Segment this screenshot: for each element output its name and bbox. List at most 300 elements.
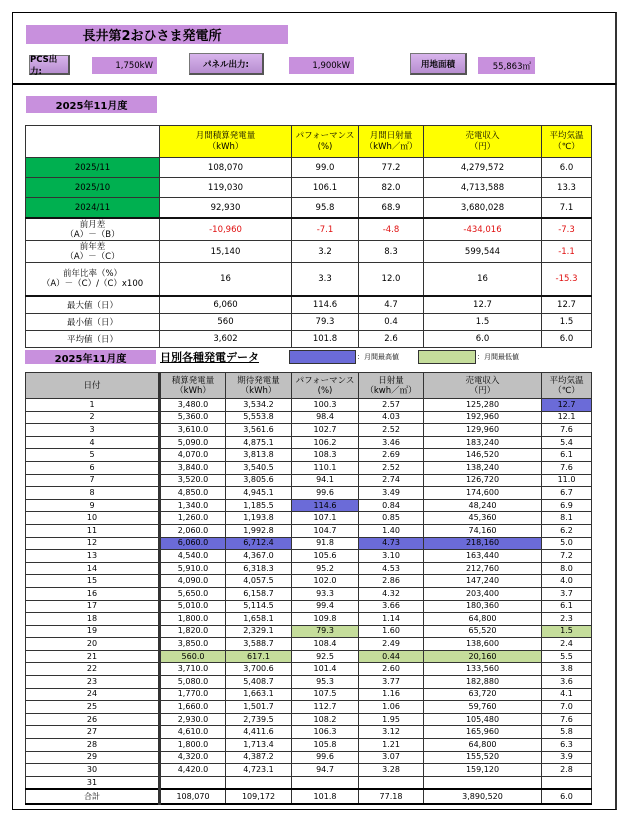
- daily-day-cell: 26: [26, 713, 160, 726]
- diff-label-line1: 前月差: [79, 219, 106, 230]
- daily-row: [26, 411, 592, 424]
- summary-cell: 92,930: [160, 198, 292, 219]
- summary-cell: 99.0: [292, 158, 359, 178]
- daily-day-cell: 23: [26, 676, 160, 689]
- daily-col-header: [542, 373, 592, 399]
- diff-label-line1: 前年差: [79, 241, 106, 252]
- daily-row: [26, 650, 592, 663]
- daily-cell: 4,610.0: [160, 726, 226, 739]
- daily-cell: 108.3: [292, 449, 359, 462]
- daily-cell: 133,560: [424, 663, 542, 676]
- summary-stat-row: [26, 314, 592, 331]
- summary-diff-cell: 3.2: [292, 241, 359, 263]
- daily-cell: 2.74: [359, 474, 424, 487]
- daily-cell: 5,080.0: [160, 676, 226, 689]
- summary-stat-label: 最小値（日）: [26, 314, 160, 331]
- diff-label-line1: 前年比率（%）: [62, 269, 123, 279]
- daily-day-cell: 10: [26, 512, 160, 525]
- daily-row: [26, 764, 592, 777]
- daily-cell: 6,158.7: [226, 587, 292, 600]
- summary-diff-cell: -4.8: [359, 218, 424, 241]
- daily-total-cell: 108,070: [160, 789, 226, 804]
- daily-cell: 3.9: [542, 751, 592, 764]
- daily-cell: 2.49: [359, 638, 424, 651]
- daily-cell: 1.14: [359, 613, 424, 626]
- daily-cell: 1,663.1: [226, 688, 292, 701]
- summary-stat-cell: 114.6: [292, 296, 359, 314]
- daily-cell: 4,070.0: [160, 449, 226, 462]
- col-name: パフォーマンス: [295, 130, 355, 141]
- daily-cell: 65,520: [424, 625, 542, 638]
- daily-cell: 4,057.5: [226, 575, 292, 588]
- summary-cell: 77.2: [359, 158, 424, 178]
- daily-cell: 138,240: [424, 461, 542, 474]
- daily-cell: 8.0: [542, 562, 592, 575]
- daily-cell: 0.44: [359, 650, 424, 663]
- daily-cell: 106.3: [292, 726, 359, 739]
- land-area-value: 55,863㎡: [478, 57, 535, 74]
- col-name: 積算発電量: [171, 375, 215, 386]
- summary-col-header: [359, 126, 424, 158]
- summary-stat-cell: 3,602: [160, 331, 292, 348]
- summary-diff-cell: 8.3: [359, 241, 424, 263]
- daily-total-cell: 109,172: [226, 789, 292, 804]
- daily-cell: 1,658.1: [226, 613, 292, 626]
- daily-total-label: 合計: [26, 789, 160, 804]
- daily-cell: 102.0: [292, 575, 359, 588]
- daily-cell: 1.40: [359, 524, 424, 537]
- summary-cell: 13.3: [542, 178, 592, 198]
- diff-label-line2: （A）－（C）: [65, 251, 120, 262]
- summary-cell: 108,070: [160, 158, 292, 178]
- daily-cell: 4,540.0: [160, 550, 226, 563]
- diff-label-line2: （A）－（B）: [65, 229, 120, 240]
- summary-stat-cell: 0.4: [359, 314, 424, 331]
- daily-day-cell: 31: [26, 776, 160, 789]
- daily-cell: 2,060.0: [160, 524, 226, 537]
- daily-cell: 7.6: [542, 424, 592, 437]
- daily-cell: 105.8: [292, 739, 359, 752]
- summary-header-row: [26, 126, 592, 158]
- panel-output-button[interactable]: パネル出力:: [189, 53, 264, 75]
- daily-cell: 6.1: [542, 600, 592, 613]
- daily-day-cell: 15: [26, 575, 160, 588]
- daily-row: [26, 537, 592, 550]
- daily-cell: 3.77: [359, 676, 424, 689]
- daily-day-cell: 13: [26, 550, 160, 563]
- daily-cell: 2.52: [359, 461, 424, 474]
- daily-cell: 1,770.0: [160, 688, 226, 701]
- col-unit: （kWh）: [240, 385, 277, 396]
- daily-cell: 1,660.0: [160, 701, 226, 714]
- summary-diff-cell: -7.1: [292, 218, 359, 241]
- daily-day-cell: 24: [26, 688, 160, 701]
- pcs-output-value: 1,750kW: [92, 57, 157, 74]
- summary-col-header: [424, 126, 542, 158]
- daily-row: [26, 600, 592, 613]
- legend-min-swatch: [418, 350, 476, 364]
- col-unit: (%): [317, 141, 333, 152]
- summary-cell: 3,680,028: [424, 198, 542, 219]
- summary-cell: 6.0: [542, 158, 592, 178]
- daily-cell: 5,360.0: [160, 411, 226, 424]
- daily-cell: 6,318.3: [226, 562, 292, 575]
- daily-cell: 3.46: [359, 436, 424, 449]
- daily-cell: 108.4: [292, 638, 359, 651]
- summary-stat-label: 最大値（日）: [26, 296, 160, 314]
- daily-period-label: 2025年11月度: [25, 350, 156, 364]
- daily-cell: 2.52: [359, 424, 424, 437]
- col-name: 期待発電量: [237, 375, 280, 386]
- summary-diff-cell: 16: [160, 263, 292, 297]
- daily-cell: 3.12: [359, 726, 424, 739]
- daily-row: [26, 739, 592, 752]
- daily-cell: 7.0: [542, 701, 592, 714]
- daily-cell: 99.4: [292, 600, 359, 613]
- daily-cell: 125,280: [424, 399, 542, 412]
- daily-row: [26, 638, 592, 651]
- summary-stat-cell: 1.5: [424, 314, 542, 331]
- col-unit: （kWh）: [207, 141, 244, 152]
- daily-day-cell: 18: [26, 613, 160, 626]
- summary-diff-row: [26, 263, 592, 297]
- daily-cell: 1.06: [359, 701, 424, 714]
- daily-cell: 3,540.5: [226, 461, 292, 474]
- daily-cell: 163,440: [424, 550, 542, 563]
- daily-row: [26, 701, 592, 714]
- daily-data-table: [25, 372, 592, 805]
- daily-day-cell: 1: [26, 399, 160, 412]
- daily-cell: 99.6: [292, 487, 359, 500]
- daily-cell: 5,010.0: [160, 600, 226, 613]
- daily-row: [26, 524, 592, 537]
- daily-cell: 99.6: [292, 751, 359, 764]
- daily-cell: 12.1: [542, 411, 592, 424]
- daily-cell: 95.2: [292, 562, 359, 575]
- panel-output-value: 1,900kW: [289, 57, 354, 74]
- daily-row: [26, 688, 592, 701]
- daily-cell: 112.7: [292, 701, 359, 714]
- daily-row: [26, 587, 592, 600]
- daily-cell: 4,945.1: [226, 487, 292, 500]
- daily-cell: 218,160: [424, 537, 542, 550]
- daily-row: [26, 499, 592, 512]
- daily-day-cell: 27: [26, 726, 160, 739]
- daily-cell: 4,850.0: [160, 487, 226, 500]
- daily-cell: 4,420.0: [160, 764, 226, 777]
- daily-cell: 126,720: [424, 474, 542, 487]
- daily-cell: 101.4: [292, 663, 359, 676]
- daily-cell: 4,090.0: [160, 575, 226, 588]
- legend-max-label: ：月間最高値: [357, 353, 399, 361]
- col-unit: （℃）: [553, 141, 580, 152]
- daily-cell: 5.8: [542, 726, 592, 739]
- summary-row-label: 2025/11: [26, 158, 160, 178]
- daily-row: [26, 474, 592, 487]
- daily-col-header: [292, 373, 359, 399]
- daily-cell: 64,800: [424, 739, 542, 752]
- summary-row: [26, 178, 592, 198]
- daily-cell: 20,160: [424, 650, 542, 663]
- col-name: パフォーマンス: [295, 375, 355, 386]
- daily-cell: 105,480: [424, 713, 542, 726]
- daily-cell: 182,880: [424, 676, 542, 689]
- summary-col-header: [292, 126, 359, 158]
- daily-day-cell: 28: [26, 739, 160, 752]
- daily-cell: 7.6: [542, 461, 592, 474]
- summary-diff-cell: 599,544: [424, 241, 542, 263]
- daily-cell: 48,240: [424, 499, 542, 512]
- daily-cell: 165,960: [424, 726, 542, 739]
- daily-cell: 4,320.0: [160, 751, 226, 764]
- summary-stat-label: 平均値（日）: [26, 331, 160, 348]
- daily-cell: 1,193.8: [226, 512, 292, 525]
- daily-day-cell: 4: [26, 436, 160, 449]
- daily-cell: [359, 776, 424, 789]
- daily-cell: 203,400: [424, 587, 542, 600]
- daily-day-cell: 19: [26, 625, 160, 638]
- daily-day-cell: 30: [26, 764, 160, 777]
- daily-cell: 3,805.6: [226, 474, 292, 487]
- daily-cell: 92.5: [292, 650, 359, 663]
- daily-cell: 114.6: [292, 499, 359, 512]
- col-name: 平均気温: [549, 130, 584, 141]
- col-name: 売電収入: [465, 130, 500, 141]
- col-name: 日付: [83, 380, 101, 391]
- daily-row: [26, 613, 592, 626]
- daily-cell: 1,340.0: [160, 499, 226, 512]
- daily-cell: 2.69: [359, 449, 424, 462]
- col-name: 月間積算発電量: [195, 130, 256, 141]
- daily-col-header: [424, 373, 542, 399]
- daily-cell: 11.0: [542, 474, 592, 487]
- col-unit: （kWh／㎡）: [364, 141, 418, 152]
- daily-row: [26, 663, 592, 676]
- daily-cell: 98.4: [292, 411, 359, 424]
- period-title: 2025年11月度: [26, 96, 157, 113]
- daily-cell: 107.1: [292, 512, 359, 525]
- land-area-button[interactable]: 用地面積: [410, 53, 467, 75]
- daily-cell: 3,534.2: [226, 399, 292, 412]
- summary-stat-cell: 560: [160, 314, 292, 331]
- daily-cell: 5.5: [542, 650, 592, 663]
- summary-stat-cell: 6.0: [542, 331, 592, 348]
- daily-cell: 3.49: [359, 487, 424, 500]
- daily-cell: 1.95: [359, 713, 424, 726]
- daily-cell: 45,360: [424, 512, 542, 525]
- daily-cell: 6.1: [542, 449, 592, 462]
- daily-section-title: 日別各種発電データ: [160, 351, 259, 364]
- daily-day-cell: 25: [26, 701, 160, 714]
- daily-cell: 129,960: [424, 424, 542, 437]
- summary-diff-cell: 15,140: [160, 241, 292, 263]
- monthly-summary-table: [25, 125, 592, 348]
- daily-total-cell: 101.8: [292, 789, 359, 804]
- daily-cell: 3.28: [359, 764, 424, 777]
- daily-cell: 3.8: [542, 663, 592, 676]
- daily-cell: 59,760: [424, 701, 542, 714]
- daily-cell: 4.1: [542, 688, 592, 701]
- summary-cell: 68.9: [359, 198, 424, 219]
- daily-cell: 183,240: [424, 436, 542, 449]
- daily-cell: 180,360: [424, 600, 542, 613]
- daily-total-cell: 77.18: [359, 789, 424, 804]
- daily-row: [26, 625, 592, 638]
- daily-cell: 4.32: [359, 587, 424, 600]
- daily-row: [26, 436, 592, 449]
- daily-cell: 4,387.2: [226, 751, 292, 764]
- daily-cell: 1.21: [359, 739, 424, 752]
- daily-cell: 4,411.6: [226, 726, 292, 739]
- daily-cell: 174,600: [424, 487, 542, 500]
- summary-stat-cell: 79.3: [292, 314, 359, 331]
- daily-cell: 104.7: [292, 524, 359, 537]
- daily-day-cell: 21: [26, 650, 160, 663]
- summary-cell: 4,279,572: [424, 158, 542, 178]
- daily-day-cell: 7: [26, 474, 160, 487]
- daily-total-cell: 6.0: [542, 789, 592, 804]
- summary-diff-label: [26, 241, 160, 263]
- daily-cell: 5.0: [542, 537, 592, 550]
- daily-cell: 146,520: [424, 449, 542, 462]
- col-unit: （kwh／㎡）: [365, 385, 417, 396]
- daily-day-cell: 17: [26, 600, 160, 613]
- summary-diff-row: [26, 241, 592, 263]
- summary-row: [26, 198, 592, 219]
- daily-cell: 4.0: [542, 575, 592, 588]
- daily-cell: 138,600: [424, 638, 542, 651]
- summary-stat-cell: 101.8: [292, 331, 359, 348]
- daily-day-cell: 14: [26, 562, 160, 575]
- col-unit: （円）: [469, 141, 496, 152]
- daily-cell: 1,820.0: [160, 625, 226, 638]
- daily-col-header: [26, 373, 160, 399]
- daily-cell: 4,367.0: [226, 550, 292, 563]
- daily-cell: 3.6: [542, 676, 592, 689]
- daily-cell: 102.7: [292, 424, 359, 437]
- col-unit: (%): [317, 385, 333, 396]
- daily-cell: 2.86: [359, 575, 424, 588]
- summary-diff-cell: -1.1: [542, 241, 592, 263]
- daily-cell: 3.07: [359, 751, 424, 764]
- daily-cell: 2.60: [359, 663, 424, 676]
- daily-cell: 5.4: [542, 436, 592, 449]
- daily-row: [26, 424, 592, 437]
- daily-cell: 12.7: [542, 399, 592, 412]
- daily-cell: 1,800.0: [160, 739, 226, 752]
- daily-col-header: [226, 373, 292, 399]
- daily-cell: [160, 776, 226, 789]
- daily-cell: 3,610.0: [160, 424, 226, 437]
- daily-cell: 1,800.0: [160, 613, 226, 626]
- daily-cell: [292, 776, 359, 789]
- col-unit: （℃）: [553, 385, 580, 396]
- daily-col-header: [160, 373, 226, 399]
- daily-cell: [226, 776, 292, 789]
- summary-cell: 82.0: [359, 178, 424, 198]
- daily-day-cell: 3: [26, 424, 160, 437]
- daily-row: [26, 399, 592, 412]
- daily-cell: 3,813.8: [226, 449, 292, 462]
- daily-cell: 5,650.0: [160, 587, 226, 600]
- daily-cell: 1,713.4: [226, 739, 292, 752]
- daily-cell: 6,712.4: [226, 537, 292, 550]
- daily-cell: 6,060.0: [160, 537, 226, 550]
- legend-min-label: ：月間最低値: [477, 353, 519, 361]
- diff-label-line2: （A）－（C）/（C）x100: [41, 279, 144, 289]
- daily-cell: 74,160: [424, 524, 542, 537]
- daily-cell: 7.6: [542, 713, 592, 726]
- daily-cell: 2.3: [542, 613, 592, 626]
- summary-col-header: [542, 126, 592, 158]
- daily-cell: 91.8: [292, 537, 359, 550]
- summary-cell: 95.8: [292, 198, 359, 219]
- daily-day-cell: 11: [26, 524, 160, 537]
- summary-diff-label: [26, 263, 160, 297]
- summary-diff-cell: -7.3: [542, 218, 592, 241]
- pcs-output-button[interactable]: PCS出力:: [29, 55, 70, 75]
- summary-diff-cell: -434,016: [424, 218, 542, 241]
- daily-day-cell: 6: [26, 461, 160, 474]
- daily-cell: 212,760: [424, 562, 542, 575]
- daily-day-cell: 16: [26, 587, 160, 600]
- daily-day-cell: 29: [26, 751, 160, 764]
- daily-cell: 1.16: [359, 688, 424, 701]
- daily-cell: 3,480.0: [160, 399, 226, 412]
- daily-cell: 64,800: [424, 613, 542, 626]
- summary-stat-cell: 2.6: [359, 331, 424, 348]
- daily-day-cell: 9: [26, 499, 160, 512]
- daily-cell: 2,739.5: [226, 713, 292, 726]
- daily-cell: 5,114.5: [226, 600, 292, 613]
- daily-cell: 3,588.7: [226, 638, 292, 651]
- summary-cell: 7.1: [542, 198, 592, 219]
- summary-stat-cell: 12.7: [542, 296, 592, 314]
- daily-row: [26, 751, 592, 764]
- daily-cell: 94.1: [292, 474, 359, 487]
- daily-cell: 3,700.6: [226, 663, 292, 676]
- daily-cell: 5,553.8: [226, 411, 292, 424]
- daily-day-cell: 20: [26, 638, 160, 651]
- daily-cell: 2.8: [542, 764, 592, 777]
- daily-cell: 110.1: [292, 461, 359, 474]
- daily-cell: 2,930.0: [160, 713, 226, 726]
- summary-stat-cell: 1.5: [542, 314, 592, 331]
- summary-row: [26, 158, 592, 178]
- daily-cell: 2.57: [359, 399, 424, 412]
- col-name: 売電収入: [465, 375, 500, 386]
- daily-row: [26, 575, 592, 588]
- summary-diff-row: [26, 218, 592, 241]
- daily-cell: 3.7: [542, 587, 592, 600]
- daily-cell: 4.53: [359, 562, 424, 575]
- daily-cell: 4.03: [359, 411, 424, 424]
- daily-cell: 4.73: [359, 537, 424, 550]
- daily-cell: 2,329.1: [226, 625, 292, 638]
- daily-cell: 107.5: [292, 688, 359, 701]
- daily-cell: 3.10: [359, 550, 424, 563]
- daily-row: [26, 550, 592, 563]
- daily-cell: 147,240: [424, 575, 542, 588]
- col-unit: （円）: [469, 385, 496, 396]
- summary-diff-cell: 16: [424, 263, 542, 297]
- daily-cell: 1.5: [542, 625, 592, 638]
- daily-cell: 109.8: [292, 613, 359, 626]
- summary-diff-cell: 12.0: [359, 263, 424, 297]
- daily-cell: 3,710.0: [160, 663, 226, 676]
- daily-cell: 2.4: [542, 638, 592, 651]
- summary-row-label: 2025/10: [26, 178, 160, 198]
